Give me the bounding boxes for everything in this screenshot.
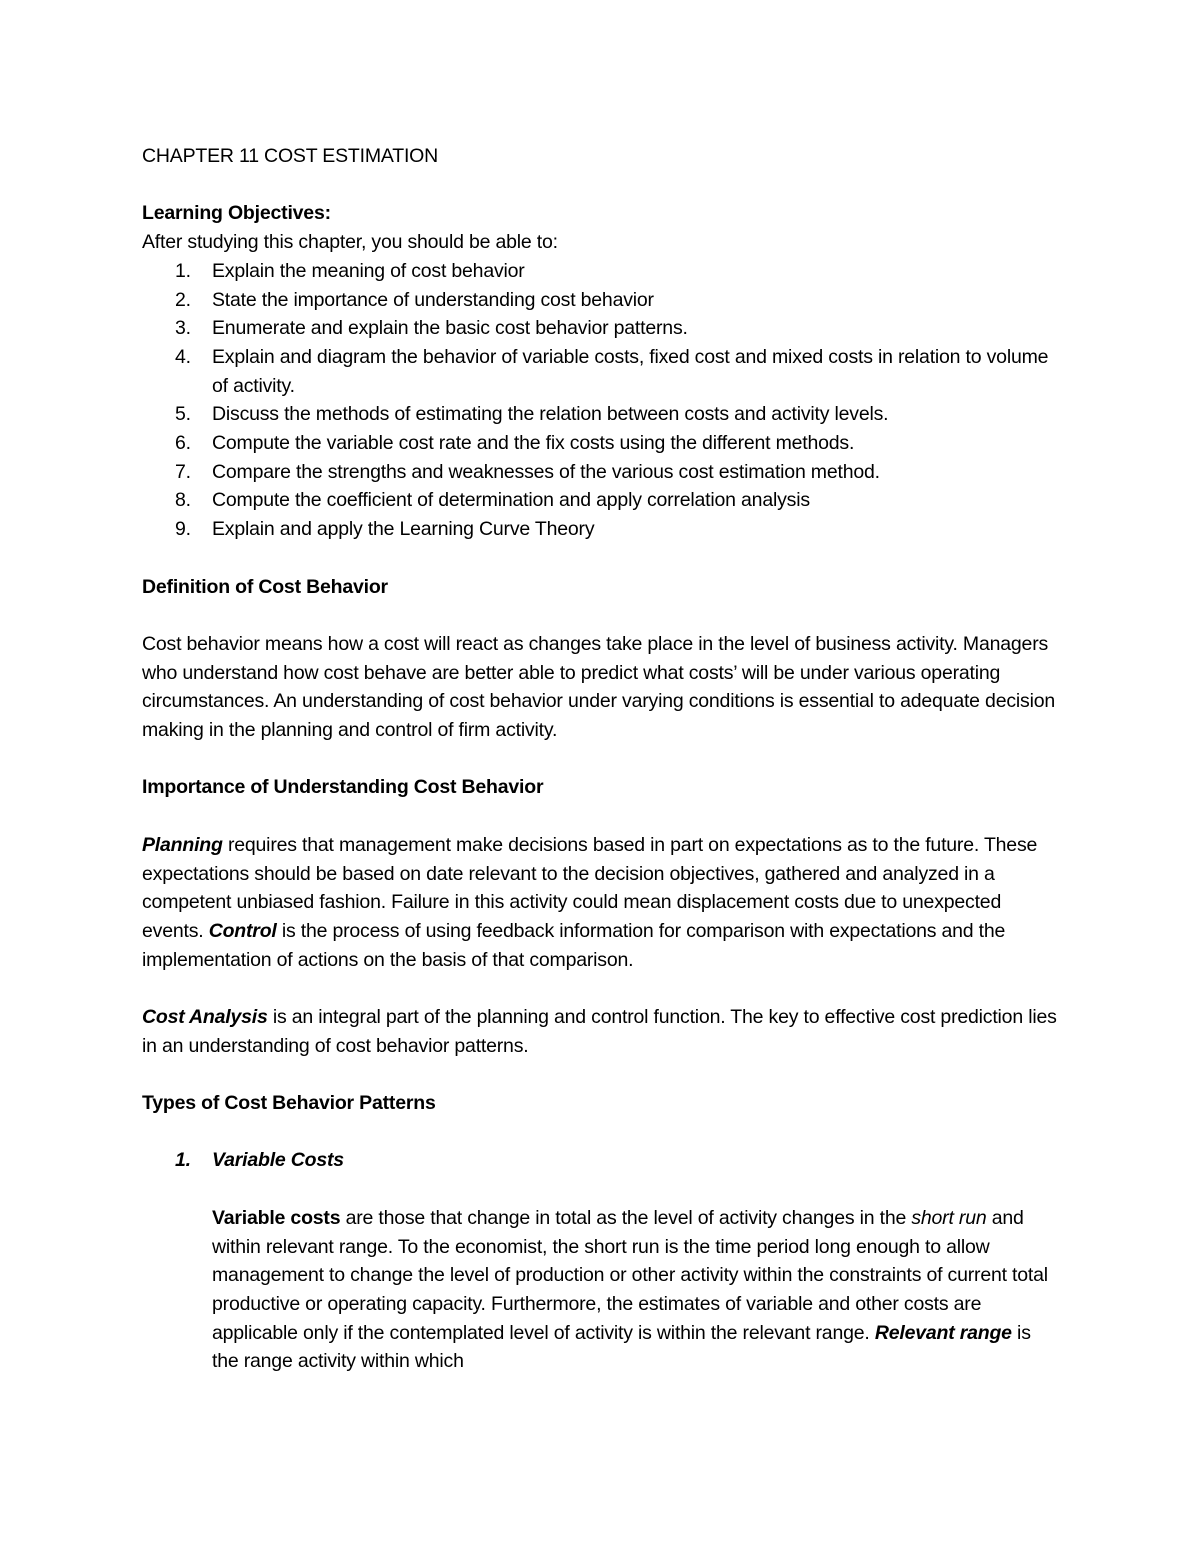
- document-content: [142, 142, 1062, 1376]
- importance-heading: Importance of Understanding Cost Behavior: [142, 776, 544, 799]
- list-item: 9. Explain and apply the Learning Curve Theory: [175, 518, 595, 541]
- learning-objectives-list: [142, 257, 1062, 544]
- cost-analysis-paragraph: Cost Analysis is an integral part of the planning and control function. The key to effective cost prediction lies in an understanding of cost behavior patterns.: [142, 1006, 1057, 1057]
- list-item: 5. Discuss the methods of estimating the relation between costs and activity levels.: [175, 403, 889, 426]
- list-item: 1. Explain the meaning of cost behavior: [175, 259, 525, 282]
- list-item: 4. Explain and diagram the behavior of variable costs, fixed cost and mixed costs in relation to volume of activity.: [175, 345, 1049, 397]
- definition-heading: Definition of Cost Behavior: [142, 575, 388, 598]
- list-item: 8. Compute the coefficient of determination and apply correlation analysis: [175, 489, 810, 512]
- cost-analysis-term: Cost Analysis: [142, 1006, 268, 1028]
- control-term: Control: [208, 919, 277, 942]
- planning-paragraph: Planning requires that management make decisions based in part on expectations as to the future. These expectations should be based on date relevant to the decision objectives, gathered and analyzed in a competent unbiased fashion. Failure in this activity could mean displacement costs due to unexpected events. Control is the process of using feedback information for comparison with expectations and the implementation of actions on the basis of that comparison.: [142, 833, 1038, 971]
- list-item: 2. State the importance of understanding cost behavior: [175, 288, 654, 311]
- variable-costs-term: Variable costs: [212, 1206, 341, 1229]
- list-item: 7. Compare the strengths and weaknesses of the various cost estimation method.: [175, 460, 880, 483]
- learning-objectives-intro: After studying this chapter, you should be able to:: [142, 231, 558, 254]
- relevant-range-term: Relevant range: [874, 1321, 1012, 1344]
- variable-costs-heading: 1. Variable Costs: [175, 1149, 344, 1172]
- list-item: 3. Enumerate and explain the basic cost behavior patterns.: [175, 317, 688, 340]
- learning-objectives-heading: Learning Objectives:: [142, 202, 331, 225]
- definition-body: Cost behavior means how a cost will react as changes take place in the level of business activity. Managers who understand how cost behave are better able to predict what costs’ will be under various operating circumstances. An understanding of cost behavior under varying conditions is essential to adequate decision making in the planning and control of firm activity.: [142, 632, 1055, 742]
- list-item: 6. Compute the variable cost rate and the fix costs using the different methods.: [175, 432, 855, 455]
- types-heading: Types of Cost Behavior Patterns: [142, 1092, 436, 1115]
- planning-term: Planning: [142, 833, 223, 856]
- chapter-title: CHAPTER 11 COST ESTIMATION: [142, 145, 439, 167]
- variable-costs-paragraph: Variable costs are those that change in total as the level of activity changes in the short run and within relevant range. To the economist, the short run is the time period long enough to allow management to change the level of production or other activity within the constraints of current total productive or operating capacity. Furthermore, the estimates of variable and other costs are applicable only if the contemplated level of activity is within the relevant range. Relevant range is the range activity within which: [212, 1206, 1048, 1373]
